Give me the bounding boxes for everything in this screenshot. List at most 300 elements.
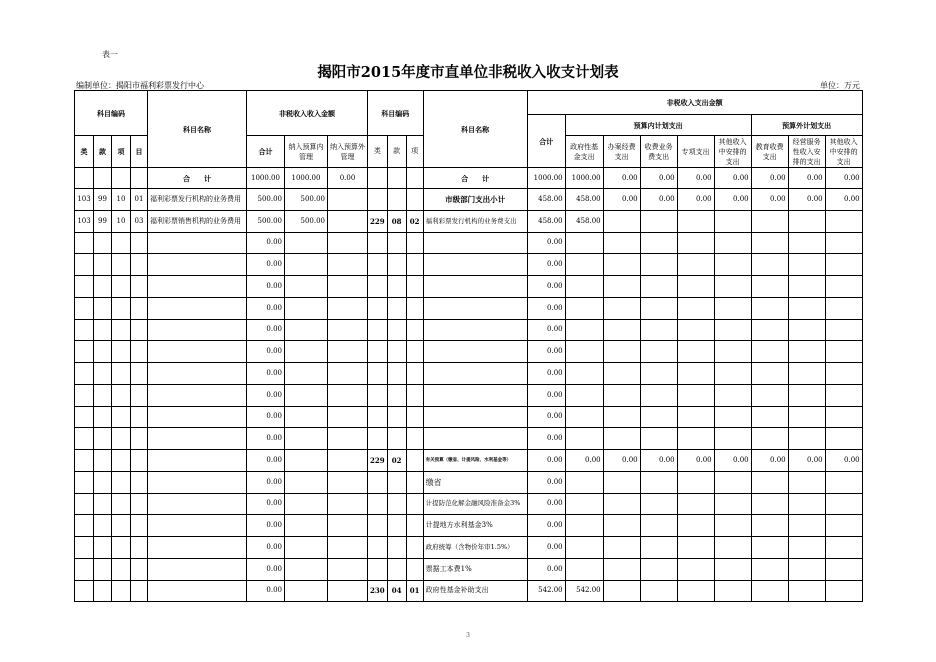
hdr-gov-fund: 政府性基金支出: [565, 136, 603, 168]
expense-total: 0.00: [527, 493, 565, 515]
expense-value: [825, 363, 862, 385]
expense-value: [640, 210, 677, 232]
code-lei: [75, 471, 94, 493]
income-item-name: [148, 254, 247, 276]
expense-total: 0.00: [527, 297, 565, 319]
expense-value: [677, 363, 714, 385]
expense-value: [714, 210, 751, 232]
expense-value: [788, 406, 825, 428]
expense-value: [825, 341, 862, 363]
code-lei: [75, 297, 94, 319]
expense-item-name: 计提防范化解金融风险准备金3%: [423, 493, 527, 515]
expense-value: [788, 254, 825, 276]
expense-value: [640, 254, 677, 276]
table-row: [75, 493, 863, 515]
exp-code-lei: [368, 319, 388, 341]
expense-value: [788, 428, 825, 450]
expense-value: [751, 319, 788, 341]
exp-code-kuan: [387, 515, 406, 537]
code-mu: [131, 558, 148, 580]
expense-value: [751, 406, 788, 428]
code-xiang: [112, 558, 131, 580]
expense-value: [603, 384, 640, 406]
expense-value: [714, 580, 751, 602]
table-row: [75, 515, 863, 537]
income-out-mgmt: [328, 450, 368, 472]
exp-code-xiang: [406, 363, 423, 385]
expense-value: [714, 276, 751, 298]
code-mu: [131, 537, 148, 559]
exp-code-xiang: 02: [406, 210, 423, 232]
income-item-name: [148, 493, 247, 515]
expense-value: [751, 276, 788, 298]
total-exp-total: 1000.00: [527, 168, 565, 189]
expense-value: [825, 428, 862, 450]
code-xiang: [112, 471, 131, 493]
expense-value: [714, 341, 751, 363]
code-lei: [75, 428, 94, 450]
exp-code-lei: 229: [368, 210, 388, 232]
code-lei: 103: [75, 189, 94, 211]
expense-value: [603, 515, 640, 537]
expense-value: [788, 537, 825, 559]
expense-value: [677, 515, 714, 537]
exp-code-kuan: [387, 493, 406, 515]
exp-code-xiang: [406, 319, 423, 341]
expense-value: [640, 276, 677, 298]
expense-value: [751, 493, 788, 515]
income-total: 0.00: [247, 493, 285, 515]
expense-value: [751, 297, 788, 319]
income-in-mgmt: [285, 471, 328, 493]
table-row: [75, 276, 863, 298]
expense-value: [565, 558, 603, 580]
income-out-mgmt: [328, 254, 368, 276]
expense-item-name: 政府性基金补助支出: [423, 580, 527, 602]
expense-value: [603, 406, 640, 428]
expense-value: [714, 319, 751, 341]
expense-item-name: 缴省: [423, 471, 527, 493]
exp-code-kuan: [387, 341, 406, 363]
expense-value: [788, 580, 825, 602]
exp-code-lei: [368, 515, 388, 537]
expense-value: [825, 210, 862, 232]
code-lei: [75, 580, 94, 602]
code-xiang: [112, 363, 131, 385]
income-out-mgmt: [328, 210, 368, 232]
code-kuan: [94, 254, 112, 276]
income-out-mgmt: [328, 341, 368, 363]
income-item-name: [148, 341, 247, 363]
total-label: 合 计: [148, 168, 247, 189]
exp-code-kuan: [387, 254, 406, 276]
expense-total: 0.00: [527, 276, 565, 298]
expense-value: [788, 515, 825, 537]
table-row: [75, 406, 863, 428]
expense-value: [603, 254, 640, 276]
expense-value: [640, 319, 677, 341]
code-kuan: [94, 363, 112, 385]
expense-total: 0.00: [527, 471, 565, 493]
expense-total: 0.00: [527, 363, 565, 385]
income-item-name: 福利彩票发行机构的业务费用: [148, 189, 247, 211]
expense-total: 0.00: [527, 406, 565, 428]
table-row: [75, 384, 863, 406]
expense-value: 0.00: [751, 450, 788, 472]
code-kuan: [94, 297, 112, 319]
table-row: [75, 363, 863, 385]
hdr-biz-fee: 经营服务性收入安排的支出: [788, 136, 825, 168]
code-mu: [131, 276, 148, 298]
exp-code-kuan: [387, 232, 406, 254]
total-exp-val: 0.00: [788, 168, 825, 189]
exp-code-xiang: 01: [406, 580, 423, 602]
expense-total: 0.00: [527, 558, 565, 580]
expense-value: [788, 558, 825, 580]
expense-value: 0.00: [825, 450, 862, 472]
code-mu: [131, 297, 148, 319]
expense-value: [640, 341, 677, 363]
expense-value: [788, 210, 825, 232]
expense-item-name: 福利彩票发行机构的业务费支出: [423, 210, 527, 232]
expense-value: [714, 254, 751, 276]
exp-code-xiang: [406, 428, 423, 450]
expense-value: [825, 232, 862, 254]
expense-value: [640, 428, 677, 450]
income-total: 0.00: [247, 537, 285, 559]
expense-value: [640, 363, 677, 385]
expense-value: [825, 493, 862, 515]
exp-code-lei: [368, 276, 388, 298]
income-item-name: [148, 428, 247, 450]
code-xiang: [112, 319, 131, 341]
total-row: [75, 168, 863, 189]
table-row: [75, 254, 863, 276]
income-item-name: [148, 384, 247, 406]
expense-item-name: [423, 384, 527, 406]
expense-value: [677, 406, 714, 428]
expense-total: 458.00: [527, 189, 565, 211]
page-number: 3: [466, 632, 470, 639]
income-out-mgmt: [328, 232, 368, 254]
income-total: 500.00: [247, 210, 285, 232]
income-out-mgmt: [328, 428, 368, 450]
table-row: [75, 580, 863, 602]
exp-code-lei: [368, 232, 388, 254]
income-item-name: [148, 471, 247, 493]
expense-value: [714, 232, 751, 254]
code-mu: 03: [131, 210, 148, 232]
hdr-other-arr: 其他收入中安排的支出: [714, 136, 751, 168]
income-item-name: [148, 319, 247, 341]
income-item-name: [148, 232, 247, 254]
expense-value: [677, 537, 714, 559]
exp-code-lei: [368, 537, 388, 559]
income-item-name: [148, 515, 247, 537]
code-kuan: [94, 406, 112, 428]
expense-value: [640, 232, 677, 254]
hdr-special: 专项支出: [677, 136, 714, 168]
expense-value: [751, 515, 788, 537]
expense-value: [825, 471, 862, 493]
expense-value: [714, 297, 751, 319]
table-row: [75, 319, 863, 341]
exp-code-xiang: [406, 297, 423, 319]
expense-value: [640, 384, 677, 406]
income-total: 0.00: [247, 406, 285, 428]
hdr-fee-biz: 收费业务费支出: [640, 136, 677, 168]
income-total: 0.00: [247, 580, 285, 602]
exp-code-xiang: [406, 537, 423, 559]
expense-value: [825, 515, 862, 537]
code-mu: [131, 319, 148, 341]
income-in-mgmt: 500.00: [285, 189, 328, 211]
hdr-in-mgmt: 纳入预算内管理: [285, 136, 328, 168]
income-total: 0.00: [247, 276, 285, 298]
income-total: 0.00: [247, 319, 285, 341]
expense-value: [640, 537, 677, 559]
code-lei: [75, 406, 94, 428]
exp-code-lei: [368, 297, 388, 319]
code-xiang: [112, 428, 131, 450]
table-row: [75, 232, 863, 254]
code-kuan: [94, 384, 112, 406]
code-xiang: [112, 515, 131, 537]
total-exp-val: 0.00: [714, 168, 751, 189]
hdr-expense-amount: 非税收入支出金额: [527, 91, 862, 115]
exp-code-xiang: [406, 189, 423, 211]
code-lei: 103: [75, 210, 94, 232]
income-out-mgmt: [328, 297, 368, 319]
expense-value: [751, 537, 788, 559]
income-total: 0.00: [247, 232, 285, 254]
code-kuan: [94, 537, 112, 559]
income-in-mgmt: [285, 537, 328, 559]
expense-value: [565, 319, 603, 341]
hdr-office: 办案经费支出: [603, 136, 640, 168]
expense-value: 0.00: [640, 189, 677, 211]
code-xiang: [112, 450, 131, 472]
income-in-mgmt: 500.00: [285, 210, 328, 232]
expense-value: [714, 406, 751, 428]
hdr-in-budget: 预算内计划支出: [565, 115, 751, 136]
expense-value: [603, 580, 640, 602]
expense-value: [751, 428, 788, 450]
table-row: [75, 341, 863, 363]
exp-code-kuan: 02: [387, 450, 406, 472]
expense-item-name: [423, 232, 527, 254]
code-mu: 01: [131, 189, 148, 211]
expense-value: [603, 493, 640, 515]
expense-value: [565, 384, 603, 406]
expense-value: [714, 515, 751, 537]
table-row: [75, 428, 863, 450]
income-in-mgmt: [285, 384, 328, 406]
income-out-mgmt: [328, 493, 368, 515]
expense-value: 458.00: [565, 210, 603, 232]
code-kuan: 99: [94, 210, 112, 232]
expense-value: [788, 276, 825, 298]
expense-value: 0.00: [677, 450, 714, 472]
table-row: [75, 471, 863, 493]
income-out-mgmt: [328, 384, 368, 406]
code-xiang: [112, 406, 131, 428]
expense-value: [565, 471, 603, 493]
expense-value: [640, 493, 677, 515]
expense-value: [640, 558, 677, 580]
code-xiang: [112, 493, 131, 515]
income-item-name: 福利彩票销售机构的业务费用: [148, 210, 247, 232]
code-lei: [75, 254, 94, 276]
expense-item-name: [423, 363, 527, 385]
exp-code-xiang: [406, 558, 423, 580]
income-total: 500.00: [247, 189, 285, 211]
expense-value: [714, 384, 751, 406]
exp-code-kuan: [387, 384, 406, 406]
expense-value: [751, 384, 788, 406]
expense-value: 0.00: [788, 450, 825, 472]
code-kuan: [94, 515, 112, 537]
expense-value: [825, 537, 862, 559]
income-in-mgmt: [285, 254, 328, 276]
exp-code-kuan: [387, 297, 406, 319]
expense-value: [603, 319, 640, 341]
exp-code-kuan: [387, 189, 406, 211]
expense-item-name: 计提地方水利基金3%: [423, 515, 527, 537]
expense-value: [677, 558, 714, 580]
income-out-mgmt: [328, 580, 368, 602]
expense-item-name: [423, 406, 527, 428]
expense-value: 0.00: [677, 189, 714, 211]
code-xiang: [112, 537, 131, 559]
code-mu: [131, 515, 148, 537]
expense-item-name: 有关预算（缴省、计提风险、水利基金等）: [423, 450, 527, 472]
expense-value: [751, 471, 788, 493]
hdr-exp-kuan: 款: [387, 136, 406, 168]
expense-value: [751, 232, 788, 254]
expense-value: [825, 384, 862, 406]
income-total: 0.00: [247, 515, 285, 537]
code-mu: [131, 428, 148, 450]
income-in-mgmt: [285, 493, 328, 515]
expense-value: [677, 232, 714, 254]
income-item-name: [148, 297, 247, 319]
expense-value: [565, 232, 603, 254]
code-mu: [131, 254, 148, 276]
income-in-mgmt: [285, 450, 328, 472]
org-label: 编制单位：揭阳市福利彩票发行中心: [76, 81, 204, 90]
table-row: [75, 297, 863, 319]
expense-value: [640, 297, 677, 319]
expense-value: [677, 254, 714, 276]
exp-code-xiang: [406, 384, 423, 406]
income-in-mgmt: [285, 341, 328, 363]
code-xiang: [112, 254, 131, 276]
income-total: 0.00: [247, 254, 285, 276]
income-total: 0.00: [247, 558, 285, 580]
total-in-mgmt: 1000.00: [285, 168, 328, 189]
total-exp-val: 1000.00: [565, 168, 603, 189]
income-out-mgmt: [328, 558, 368, 580]
income-item-name: [148, 276, 247, 298]
code-kuan: [94, 428, 112, 450]
income-total: 0.00: [247, 471, 285, 493]
income-in-mgmt: [285, 297, 328, 319]
expense-value: [603, 341, 640, 363]
expense-total: 458.00: [527, 210, 565, 232]
code-mu: [131, 406, 148, 428]
expense-value: [714, 471, 751, 493]
total-out-mgmt: 0.00: [328, 168, 368, 189]
exp-code-lei: [368, 189, 388, 211]
expense-item-name: [423, 319, 527, 341]
expense-value: [603, 276, 640, 298]
income-out-mgmt: [328, 471, 368, 493]
exp-code-lei: [368, 406, 388, 428]
expense-value: [788, 319, 825, 341]
income-in-mgmt: [285, 515, 328, 537]
code-lei: [75, 363, 94, 385]
expense-item-name: [423, 254, 527, 276]
expense-total: 0.00: [527, 450, 565, 472]
exp-code-xiang: [406, 276, 423, 298]
income-in-mgmt: [285, 232, 328, 254]
expense-value: 0.00: [603, 450, 640, 472]
code-kuan: [94, 319, 112, 341]
expense-value: 0.00: [565, 450, 603, 472]
exp-code-xiang: [406, 471, 423, 493]
expense-value: [565, 276, 603, 298]
exp-code-kuan: [387, 363, 406, 385]
income-total: 0.00: [247, 363, 285, 385]
income-out-mgmt: [328, 319, 368, 341]
exp-code-lei: [368, 558, 388, 580]
code-kuan: [94, 276, 112, 298]
expense-value: 0.00: [751, 189, 788, 211]
code-mu: [131, 232, 148, 254]
expense-value: [603, 558, 640, 580]
hdr-edu: 教育收费支出: [751, 136, 788, 168]
expense-item-name: 政府统筹（含物价年审1.5%）: [423, 537, 527, 559]
code-xiang: [112, 276, 131, 298]
code-lei: [75, 341, 94, 363]
expense-total: 0.00: [527, 384, 565, 406]
income-in-mgmt: [285, 580, 328, 602]
income-item-name: [148, 363, 247, 385]
hdr-expense-code: 科目编码: [368, 91, 424, 136]
code-xiang: 10: [112, 189, 131, 211]
code-lei: [75, 537, 94, 559]
expense-value: [751, 210, 788, 232]
expense-value: [677, 471, 714, 493]
income-in-mgmt: [285, 558, 328, 580]
expense-total: 0.00: [527, 515, 565, 537]
income-in-mgmt: [285, 428, 328, 450]
income-total: 0.00: [247, 341, 285, 363]
exp-code-lei: [368, 471, 388, 493]
hdr-exp-lei: 类: [368, 136, 388, 168]
hdr-income-code: 科目编码: [75, 91, 148, 136]
income-item-name: [148, 580, 247, 602]
table-label: 表一: [102, 50, 118, 59]
expense-value: [825, 558, 862, 580]
expense-value: [825, 580, 862, 602]
expense-value: [677, 580, 714, 602]
total-exp-val: 0.00: [751, 168, 788, 189]
income-item-name: [148, 406, 247, 428]
code-mu: [131, 580, 148, 602]
expense-value: [603, 537, 640, 559]
